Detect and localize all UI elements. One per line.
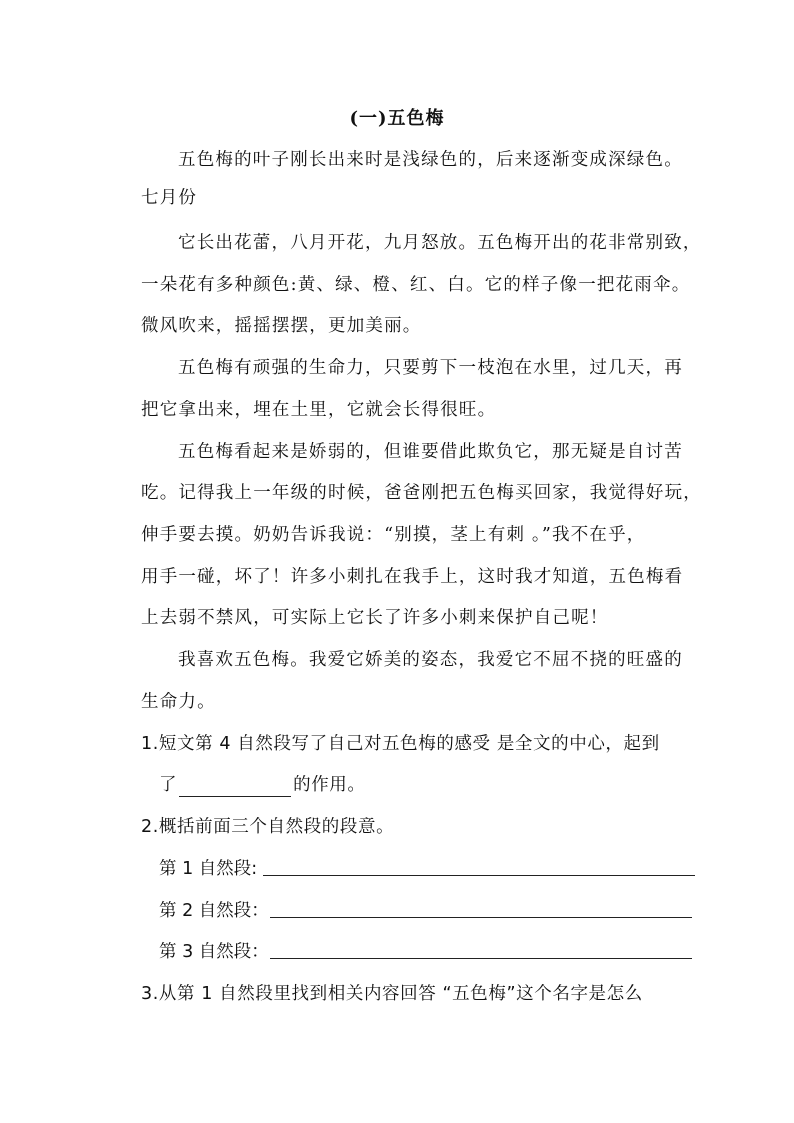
question-2: 2.概括前面三个自然段的段意。 bbox=[141, 817, 395, 837]
passage-line: 五色梅有顽强的生命力，只要剪下一枝泡在水里，过几天，再 bbox=[178, 358, 683, 378]
question-1: 1.短文第 4 自然段写了自己对五色梅的感受 是全文的中心，起到 bbox=[141, 734, 660, 754]
passage-line: 它长出花蕾，八月开花，九月怒放。五色梅开出的花非常别致， bbox=[178, 233, 702, 253]
passage-line: 我喜欢五色梅。我爱它娇美的姿态，我爱它不屈不挠的旺盛的 bbox=[178, 650, 683, 670]
answer-label-3: 第 3 自然段： bbox=[159, 942, 269, 962]
answer-line-1[interactable] bbox=[263, 875, 695, 876]
answer-line-3[interactable] bbox=[270, 958, 692, 959]
answer-line-2[interactable] bbox=[270, 917, 692, 918]
passage-line: 七月份 bbox=[141, 188, 198, 208]
passage-line: 一朵花有多种颜色:黄、绿、橙、红、白。它的样子像一把花雨伞。 bbox=[141, 275, 691, 295]
passage-line: 生命力。 bbox=[141, 692, 216, 712]
passage-line: 上去弱不禁风，可实际上它长了许多小刺来保护自己呢！ bbox=[141, 608, 609, 628]
answer-label-1: 第 1 自然段: bbox=[159, 859, 258, 879]
passage-line: 用手一碰，坏了！许多小刺扎在我手上，这时我才知道，五色梅看 bbox=[141, 567, 684, 587]
answer-label-2: 第 2 自然段： bbox=[159, 901, 269, 921]
passage-line: 伸手要去摸。奶奶告诉我说：“别摸，茎上有刺 。”我不在乎， bbox=[141, 525, 646, 545]
passage-line: 微风吹来，摇摇摆摆，更加美丽。 bbox=[141, 316, 422, 336]
passage-line: 把它拿出来，埋在土里，它就会长得很旺。 bbox=[141, 400, 497, 420]
passage-line: 吃。记得我上一年级的时候，爸爸刚把五色梅买回家，我觉得好玩， bbox=[141, 483, 702, 503]
question-3: 3.从第 1 自然段里找到相关内容回答 “五色梅”这个名字是怎么 bbox=[141, 984, 643, 1004]
question-1-prefix: 了 bbox=[159, 775, 178, 795]
question-1-suffix: 的作用。 bbox=[293, 775, 366, 795]
passage-line: 五色梅看起来是娇弱的，但谁要借此欺负它，那无疑是自讨苦 bbox=[178, 442, 683, 462]
answer-blank[interactable] bbox=[179, 778, 291, 797]
passage-line: 五色梅的叶子刚长出来时是浅绿色的，后来逐渐变成深绿色。 bbox=[178, 150, 683, 170]
passage-title: (一)五色梅 bbox=[349, 108, 445, 129]
question-1-blank-row bbox=[159, 773, 366, 797]
